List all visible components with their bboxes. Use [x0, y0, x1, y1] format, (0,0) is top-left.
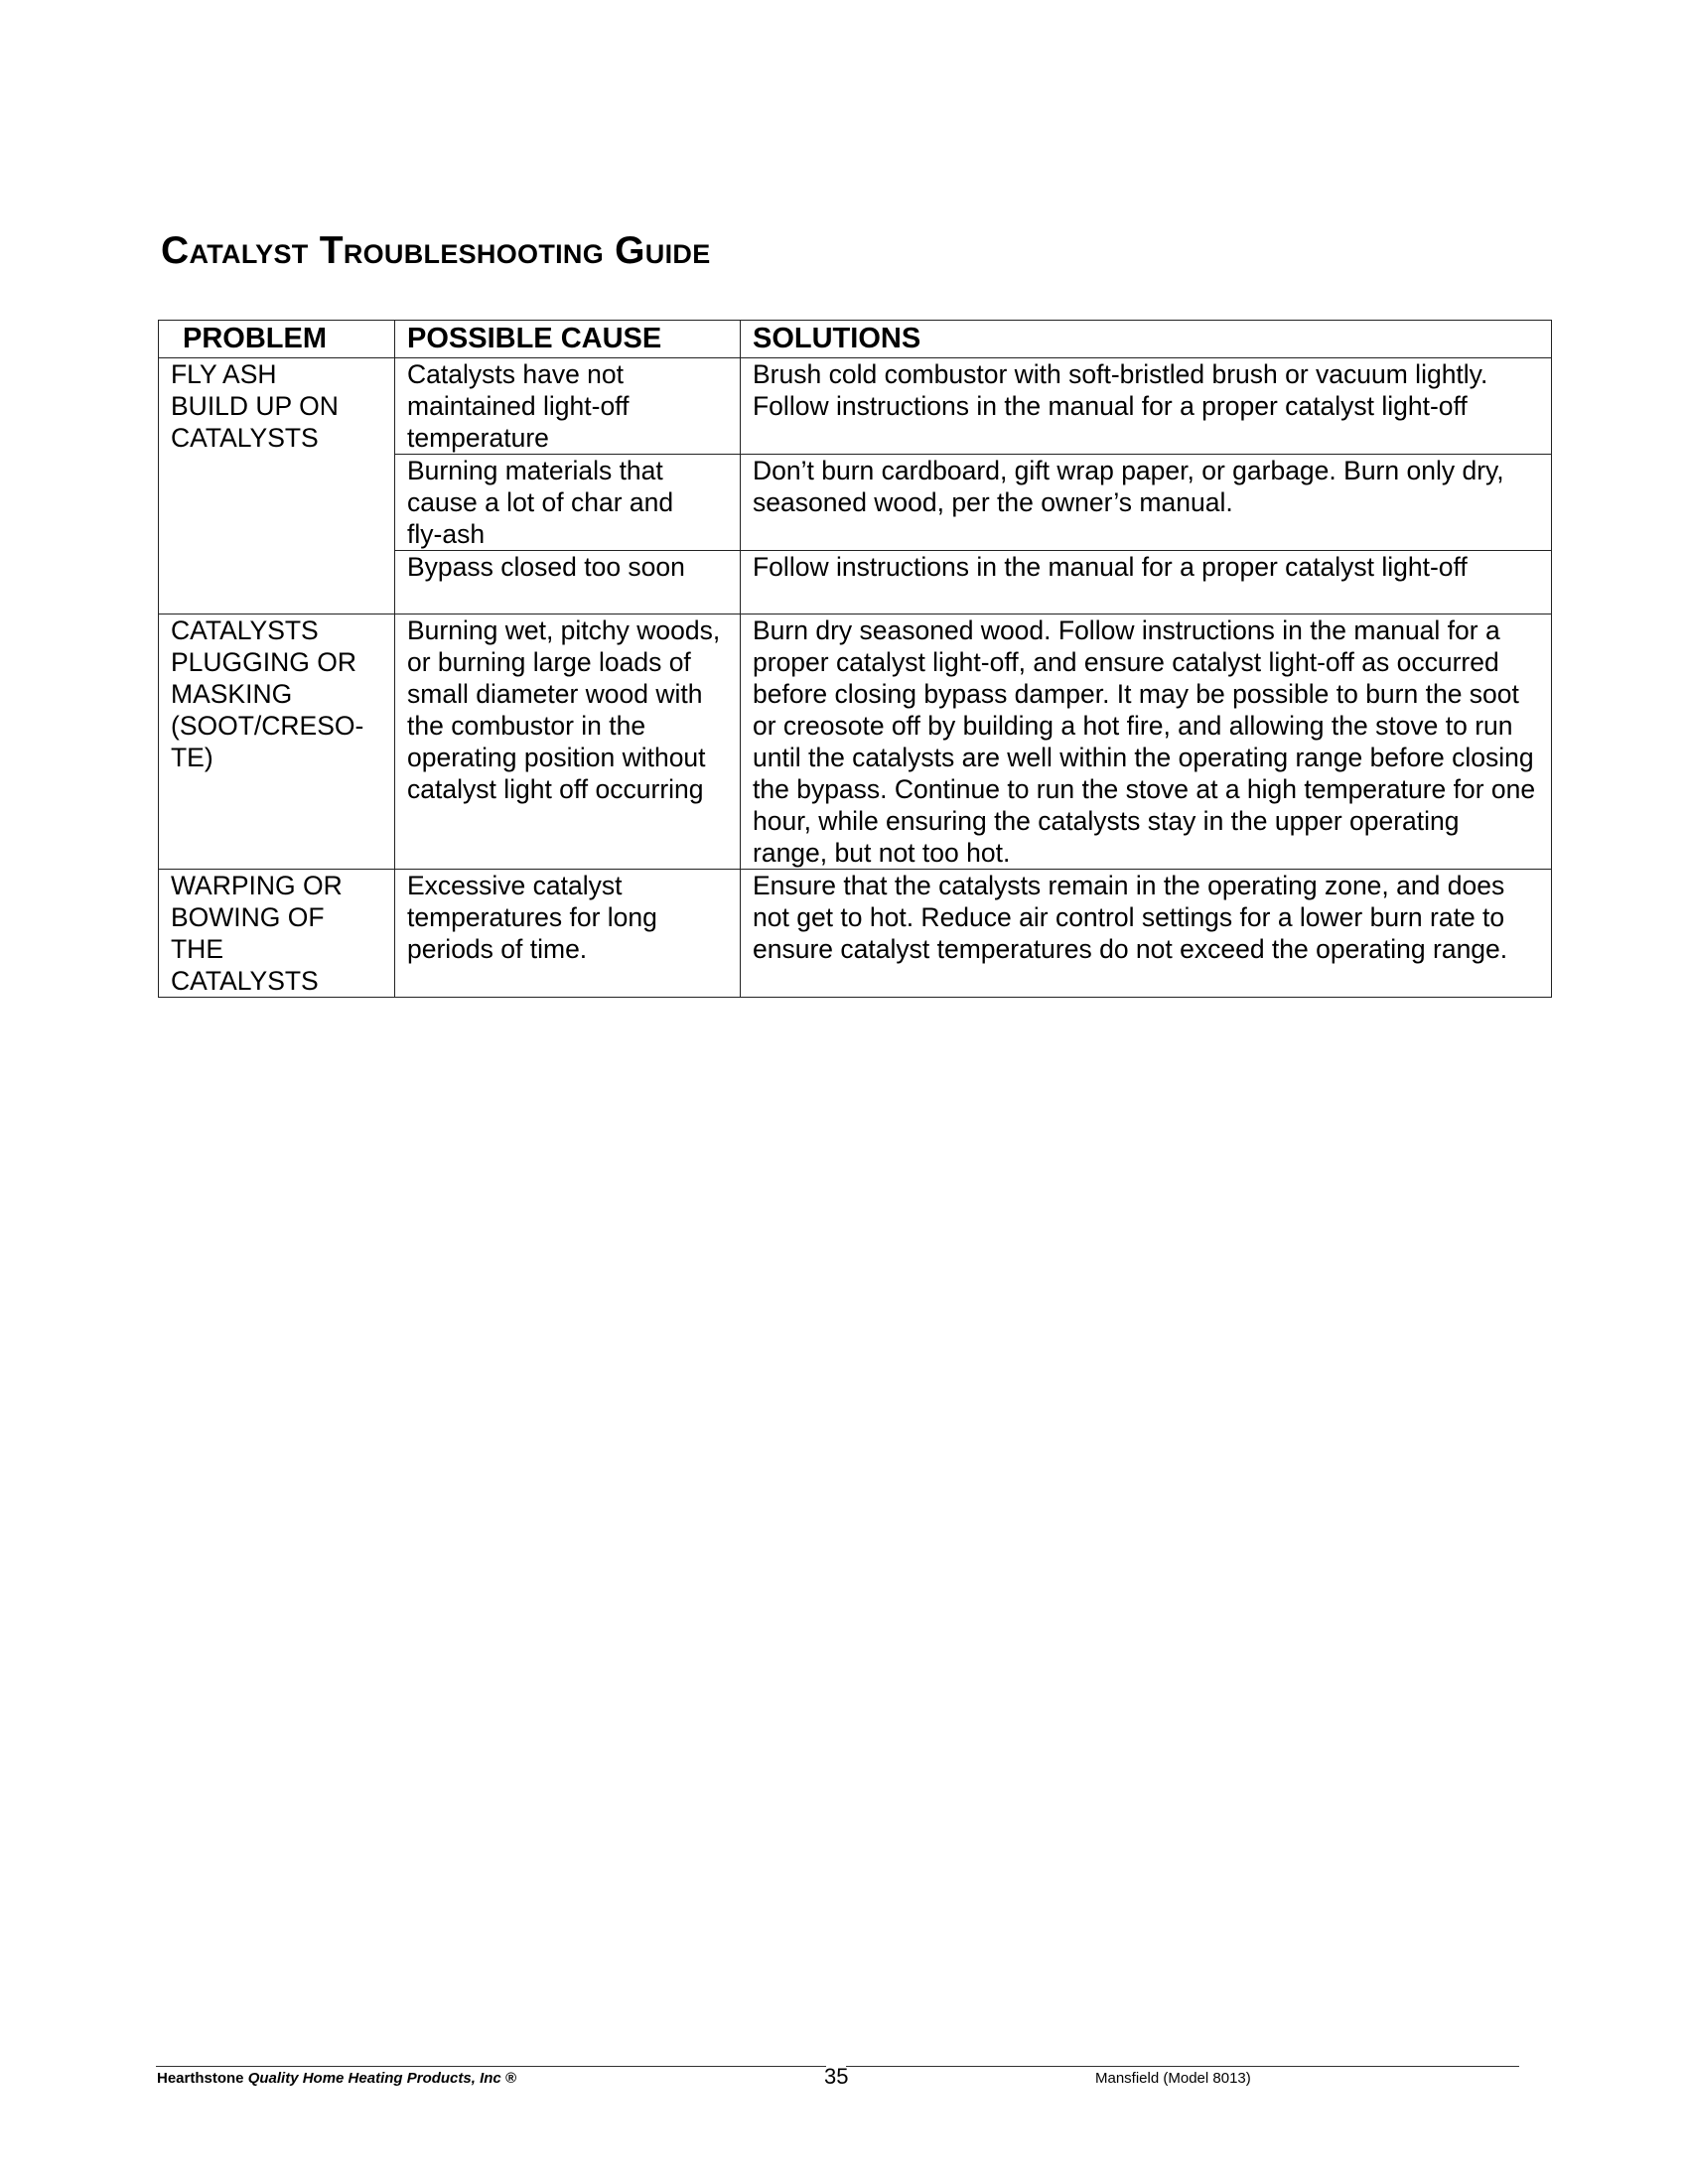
- cause-cell: [395, 614, 741, 870]
- footer-divider-left: [156, 2066, 826, 2067]
- solution-cell: [741, 551, 1552, 614]
- cause-cell: [395, 551, 741, 614]
- problem-text: FLY ASH BUILD UP ON CATALYSTS: [171, 359, 339, 453]
- solution-text: Burn dry seasoned wood. Follow instructions in the manual for a proper catalyst light-off, and ensure catalyst light-off as occurred before closing bypass damper. It may be possible to burn the soot or creosote off by building a hot fire, and allowing the stove to run until the catalysts are well within the operating range before closing the bypass. Continue to run the stove at a high temperature for one hour, while ensuring the catalysts stay in the upper operating range, but not too hot.: [753, 615, 1536, 868]
- table-header-row: [159, 321, 1552, 358]
- problem-text: CATALYSTS PLUGGING OR MASKING (SOOT/CRESO-TE): [171, 615, 364, 772]
- problem-cell: [159, 870, 395, 998]
- footer-model: Mansfield (Model 8013): [1095, 2070, 1251, 2087]
- footer-divider-right: [846, 2066, 1519, 2067]
- problem-text: WARPING OR BOWING OF THE CATALYSTS: [171, 871, 343, 996]
- troubleshooting-table: [158, 320, 1552, 998]
- footer-company: [157, 2070, 516, 2087]
- page-title: Catalyst Troubleshooting Guide: [161, 229, 711, 272]
- footer-tagline: Quality Home Heating Products, Inc ®: [247, 2070, 516, 2087]
- problem-cell: [159, 614, 395, 870]
- cause-text: Burning wet, pitchy woods, or burning large loads of small diameter wood with the combustor in the operating position without catalyst light off occurring: [407, 615, 721, 804]
- header-solutions: SOLUTIONS: [741, 321, 1552, 358]
- table-row: [159, 870, 1552, 998]
- footer-company-name: Hearthstone: [157, 2070, 244, 2087]
- cause-cell: [395, 358, 741, 455]
- solution-cell: [741, 358, 1552, 455]
- header-possible-cause: POSSIBLE CAUSE: [395, 321, 741, 358]
- table-row: [159, 614, 1552, 870]
- solution-cell: [741, 870, 1552, 998]
- cause-text: Excessive catalyst temperatures for long periods of time.: [407, 871, 657, 964]
- table-row: [159, 358, 1552, 455]
- cause-text: Bypass closed too soon: [407, 552, 685, 582]
- solution-cell: [741, 455, 1552, 551]
- problem-cell: [159, 358, 395, 614]
- solution-text: Brush cold combustor with soft-bristled brush or vacuum lightly. Follow instructions in the manual for a proper catalyst light-off: [753, 359, 1488, 421]
- solution-text: Follow instructions in the manual for a proper catalyst light-off: [753, 552, 1468, 582]
- page-number: 35: [824, 2064, 849, 2089]
- cause-text: Catalysts have not maintained light-off temperature: [407, 359, 630, 453]
- cause-cell: [395, 870, 741, 998]
- solution-text: Ensure that the catalysts remain in the operating zone, and does not get to hot. Reduce air control settings for a lower burn rate to ensure catalyst temperatures do not exceed the operating range.: [753, 871, 1508, 964]
- solution-text: Don’t burn cardboard, gift wrap paper, or garbage. Burn only dry, seasoned wood, per the owner’s manual.: [753, 456, 1504, 517]
- cause-text: Burning materials that cause a lot of char and fly-ash: [407, 456, 674, 549]
- header-problem: PROBLEM: [159, 321, 395, 358]
- cause-cell: [395, 455, 741, 551]
- solution-cell: [741, 614, 1552, 870]
